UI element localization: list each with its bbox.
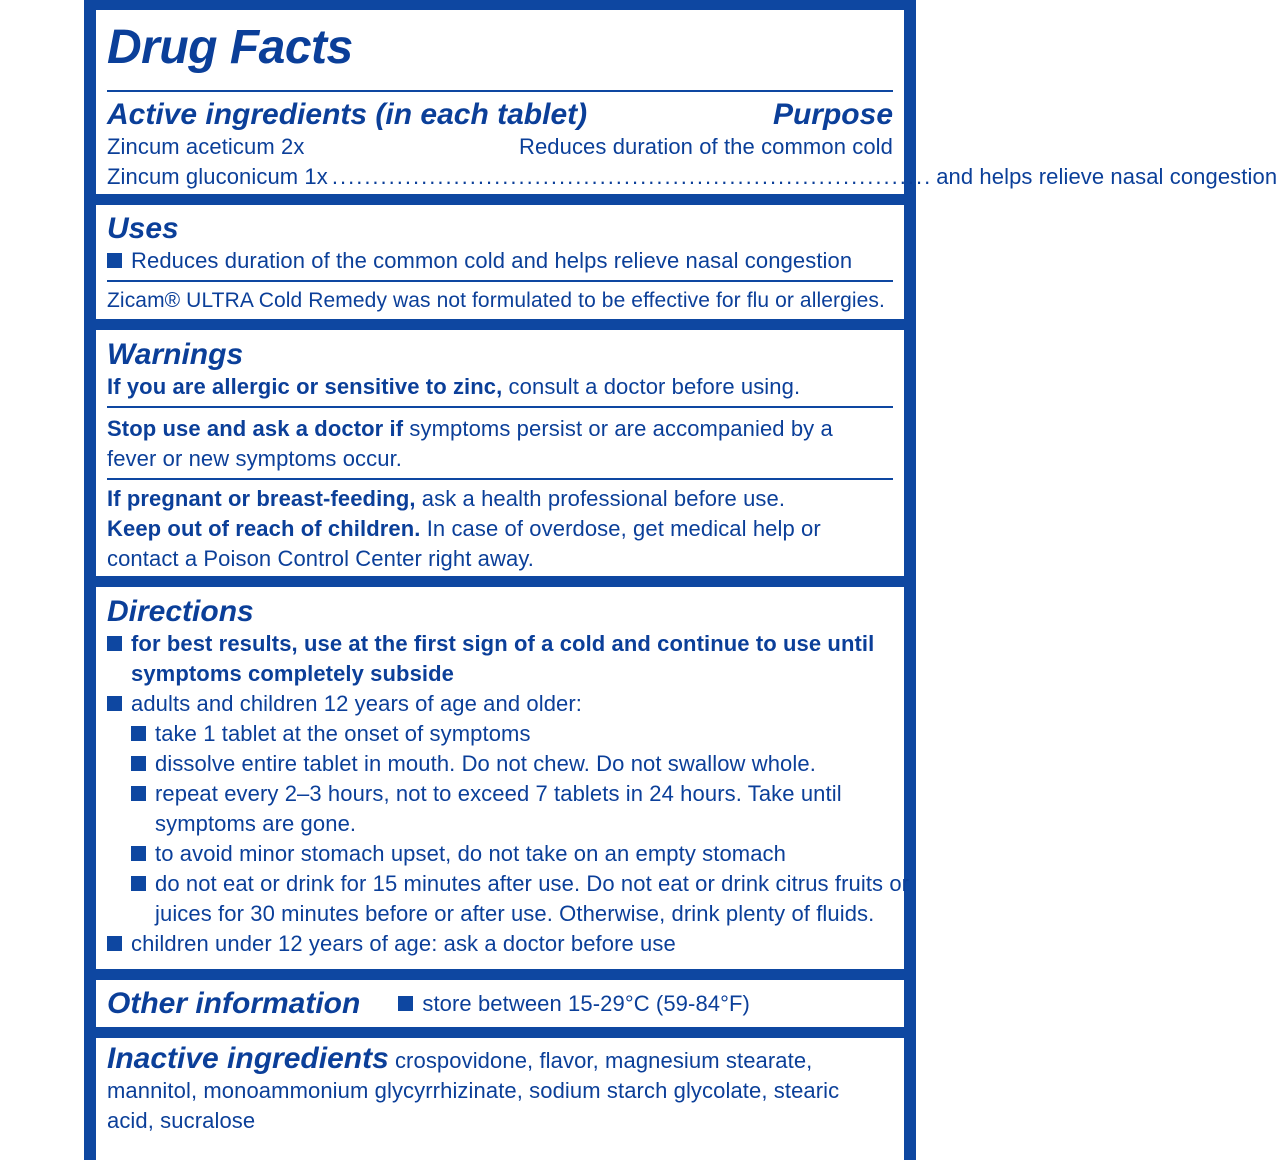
directions-item: children under 12 years of age: ask a doctor before use: [107, 929, 893, 959]
directions-subitem: dissolve entire tablet in mouth. Do not chew. Do not swallow whole.: [107, 749, 893, 779]
other-information-panel: [96, 980, 904, 1027]
drug-facts-label: [84, 0, 1277, 1160]
children-warning: Keep out of reach of children. In case of overdose, get medical help or: [107, 516, 821, 541]
bullet-square-icon: [131, 786, 146, 801]
directions-heading: Directions: [107, 595, 254, 628]
directions-subitem: take 1 tablet at the onset of symptoms: [107, 719, 893, 749]
bullet-square-icon: [131, 846, 146, 861]
divider: [107, 406, 893, 408]
allergy-warning: If you are allergic or sensitive to zinc, consult a doctor before using.: [107, 374, 801, 399]
drug-facts-title: Drug Facts: [107, 21, 353, 74]
leader-dots: ..........................................................................: [331, 164, 933, 189]
other-information-heading: Other information: [107, 986, 361, 1020]
directions-subitem-cont: juices for 30 minutes before or after use. Otherwise, drink plenty of fluids.: [155, 901, 875, 926]
bullet-square-icon: [107, 636, 122, 651]
directions-item: adults and children 12 years of age and older:: [107, 689, 893, 719]
bullet-square-icon: [107, 936, 122, 951]
pregnancy-warning: If pregnant or breast-feeding, ask a health professional before use.: [107, 486, 786, 511]
inactive-ingredients-line: Inactive ingredients crospovidone, flavor, magnesium stearate,: [107, 1042, 813, 1075]
uses-panel: [96, 205, 904, 319]
directions-subitem-cont: symptoms are gone.: [155, 811, 357, 836]
ingredient-row: [107, 132, 893, 162]
divider: [107, 478, 893, 480]
directions-item: for best results, use at the first sign of a cold and continue to use until: [107, 629, 893, 659]
inactive-ingredients-heading: Inactive ingredients: [107, 1042, 389, 1075]
directions-item-cont: symptoms completely subside: [131, 661, 455, 686]
purpose-heading: Purpose: [772, 98, 893, 131]
active-ingredients-panel: [96, 10, 1277, 194]
directions-subitem: to avoid minor stomach upset, do not take on an empty stomach: [107, 839, 893, 869]
ingredient-name: Zincum gluconicum 1x: [107, 164, 328, 189]
warnings-panel: [96, 330, 904, 576]
uses-heading: Uses: [107, 212, 179, 245]
inactive-ingredients-text: acid, sucralose: [107, 1108, 256, 1133]
children-warning-cont: contact a Poison Control Center right away.: [107, 546, 534, 571]
directions-subitem: repeat every 2–3 hours, not to exceed 7 tablets in 24 hours. Take until: [107, 779, 893, 809]
inactive-ingredients-panel: [96, 1038, 904, 1160]
uses-item: Reduces duration of the common cold and helps relieve nasal congestion: [107, 246, 893, 276]
directions-panel: [96, 587, 910, 969]
stop-use-warning-cont: fever or new symptoms occur.: [107, 446, 403, 471]
bullet-square-icon: [398, 996, 413, 1011]
bullet-square-icon: [131, 876, 146, 891]
ingredient-purpose: Reduces duration of the common cold: [518, 134, 893, 159]
active-ingredients-heading: Active ingredients (in each tablet): [107, 98, 588, 131]
ingredient-name: Zincum aceticum 2x: [107, 134, 305, 159]
bullet-square-icon: [131, 726, 146, 741]
ingredient-purpose: and helps relieve nasal congestion: [936, 164, 1277, 189]
bullet-square-icon: [131, 756, 146, 771]
uses-note: Zicam® ULTRA Cold Remedy was not formulated to be effective for flu or allergies.: [107, 289, 885, 312]
bullet-square-icon: [107, 696, 122, 711]
divider: [107, 280, 893, 282]
other-information-item: store between 15-29°C (59-84°F): [398, 989, 750, 1019]
bullet-square-icon: [107, 253, 122, 268]
ingredient-row: [107, 162, 1277, 192]
stop-use-warning: Stop use and ask a doctor if symptoms persist or are accompanied by a: [107, 416, 833, 441]
directions-subitem: do not eat or drink for 15 minutes after use. Do not eat or drink citrus fruits or: [107, 869, 893, 899]
warnings-heading: Warnings: [107, 338, 244, 371]
inactive-ingredients-text: mannitol, monoammonium glycyrrhizinate, sodium starch glycolate, stearic: [107, 1078, 840, 1103]
divider: [107, 90, 893, 92]
